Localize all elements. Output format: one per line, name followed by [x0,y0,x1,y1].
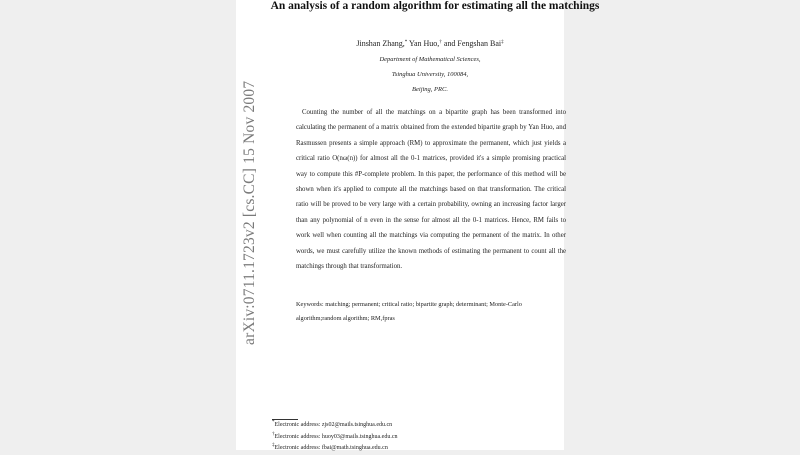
author-name: Yan Huo, [409,39,440,48]
author-footnote-mark: † [439,40,442,45]
footnote-item [272,420,562,432]
abstract-paragraph: Counting the number of all the matchings on a bipartite graph has been transformed into calculating the permanent of a matrix obtained from the extended bipartite graph by Yan Huo, and Rasmussen presents a simple approach (RM) to approximate the permanent, which just yields a critical ratio O(nω(n)) for almost all the 0-1 matrices, provided it's a simple promising practical way to compute this #P-complete problem. In this paper, the performance of this method will be shown when it's applied to compute all the matchings based on that transformation. The critical ratio will be proved to be very large with a certain probability, owning an increasing factor larger than any polynomial of n even in the sense for almost all the 0-1 matrices. Hence, RM fails to work well when counting all the matchings via computing the permanent of the matrix. In other words, we must carefully utilize the known methods of estimating the permanent to count all the matchings through that transformation. [296,109,566,271]
footnote-item [272,443,562,455]
affiliation-line: Tsinghua University, 100084, [391,71,469,78]
arxiv-identifier-stamp: arXiv:0711.1723v2 [cs.CC] 15 Nov 2007 [241,80,258,345]
footnotes [272,420,562,455]
keywords-line: Keywords: matching; permanent; critical ratio; bipartite graph; determinant; Monte-Carlo algorithm;random algorithm; RM,fpras [296,301,522,322]
footnote-item [272,432,562,444]
author-footnote-mark: * [404,40,408,45]
paper-title: An analysis of a random algorithm for estimating all the matchings [270,0,600,12]
author-footnote-mark: ‡ [501,40,504,45]
author-name: Jinshan Zhang, [356,39,405,48]
affiliation-line: Department of Mathematical Sciences, [379,56,481,63]
footnote-text: Electronic address: zjs02@mails.tsinghua.edu.cn [274,422,393,428]
footnote-mark: ‡ [272,443,275,448]
footnote-text: Electronic address: huoy03@mails.tsinghua.edu.cn [274,433,398,440]
footnote-mark: * [272,420,275,425]
author-list [320,39,540,48]
footnote-text: Electronic address: fbai@math.tsinghua.edu.cn [274,445,388,451]
author-name: and Fengshan Bai [443,39,502,48]
footnote-mark: † [272,431,275,437]
affiliation-line: Beijing, PRC. [412,86,448,93]
